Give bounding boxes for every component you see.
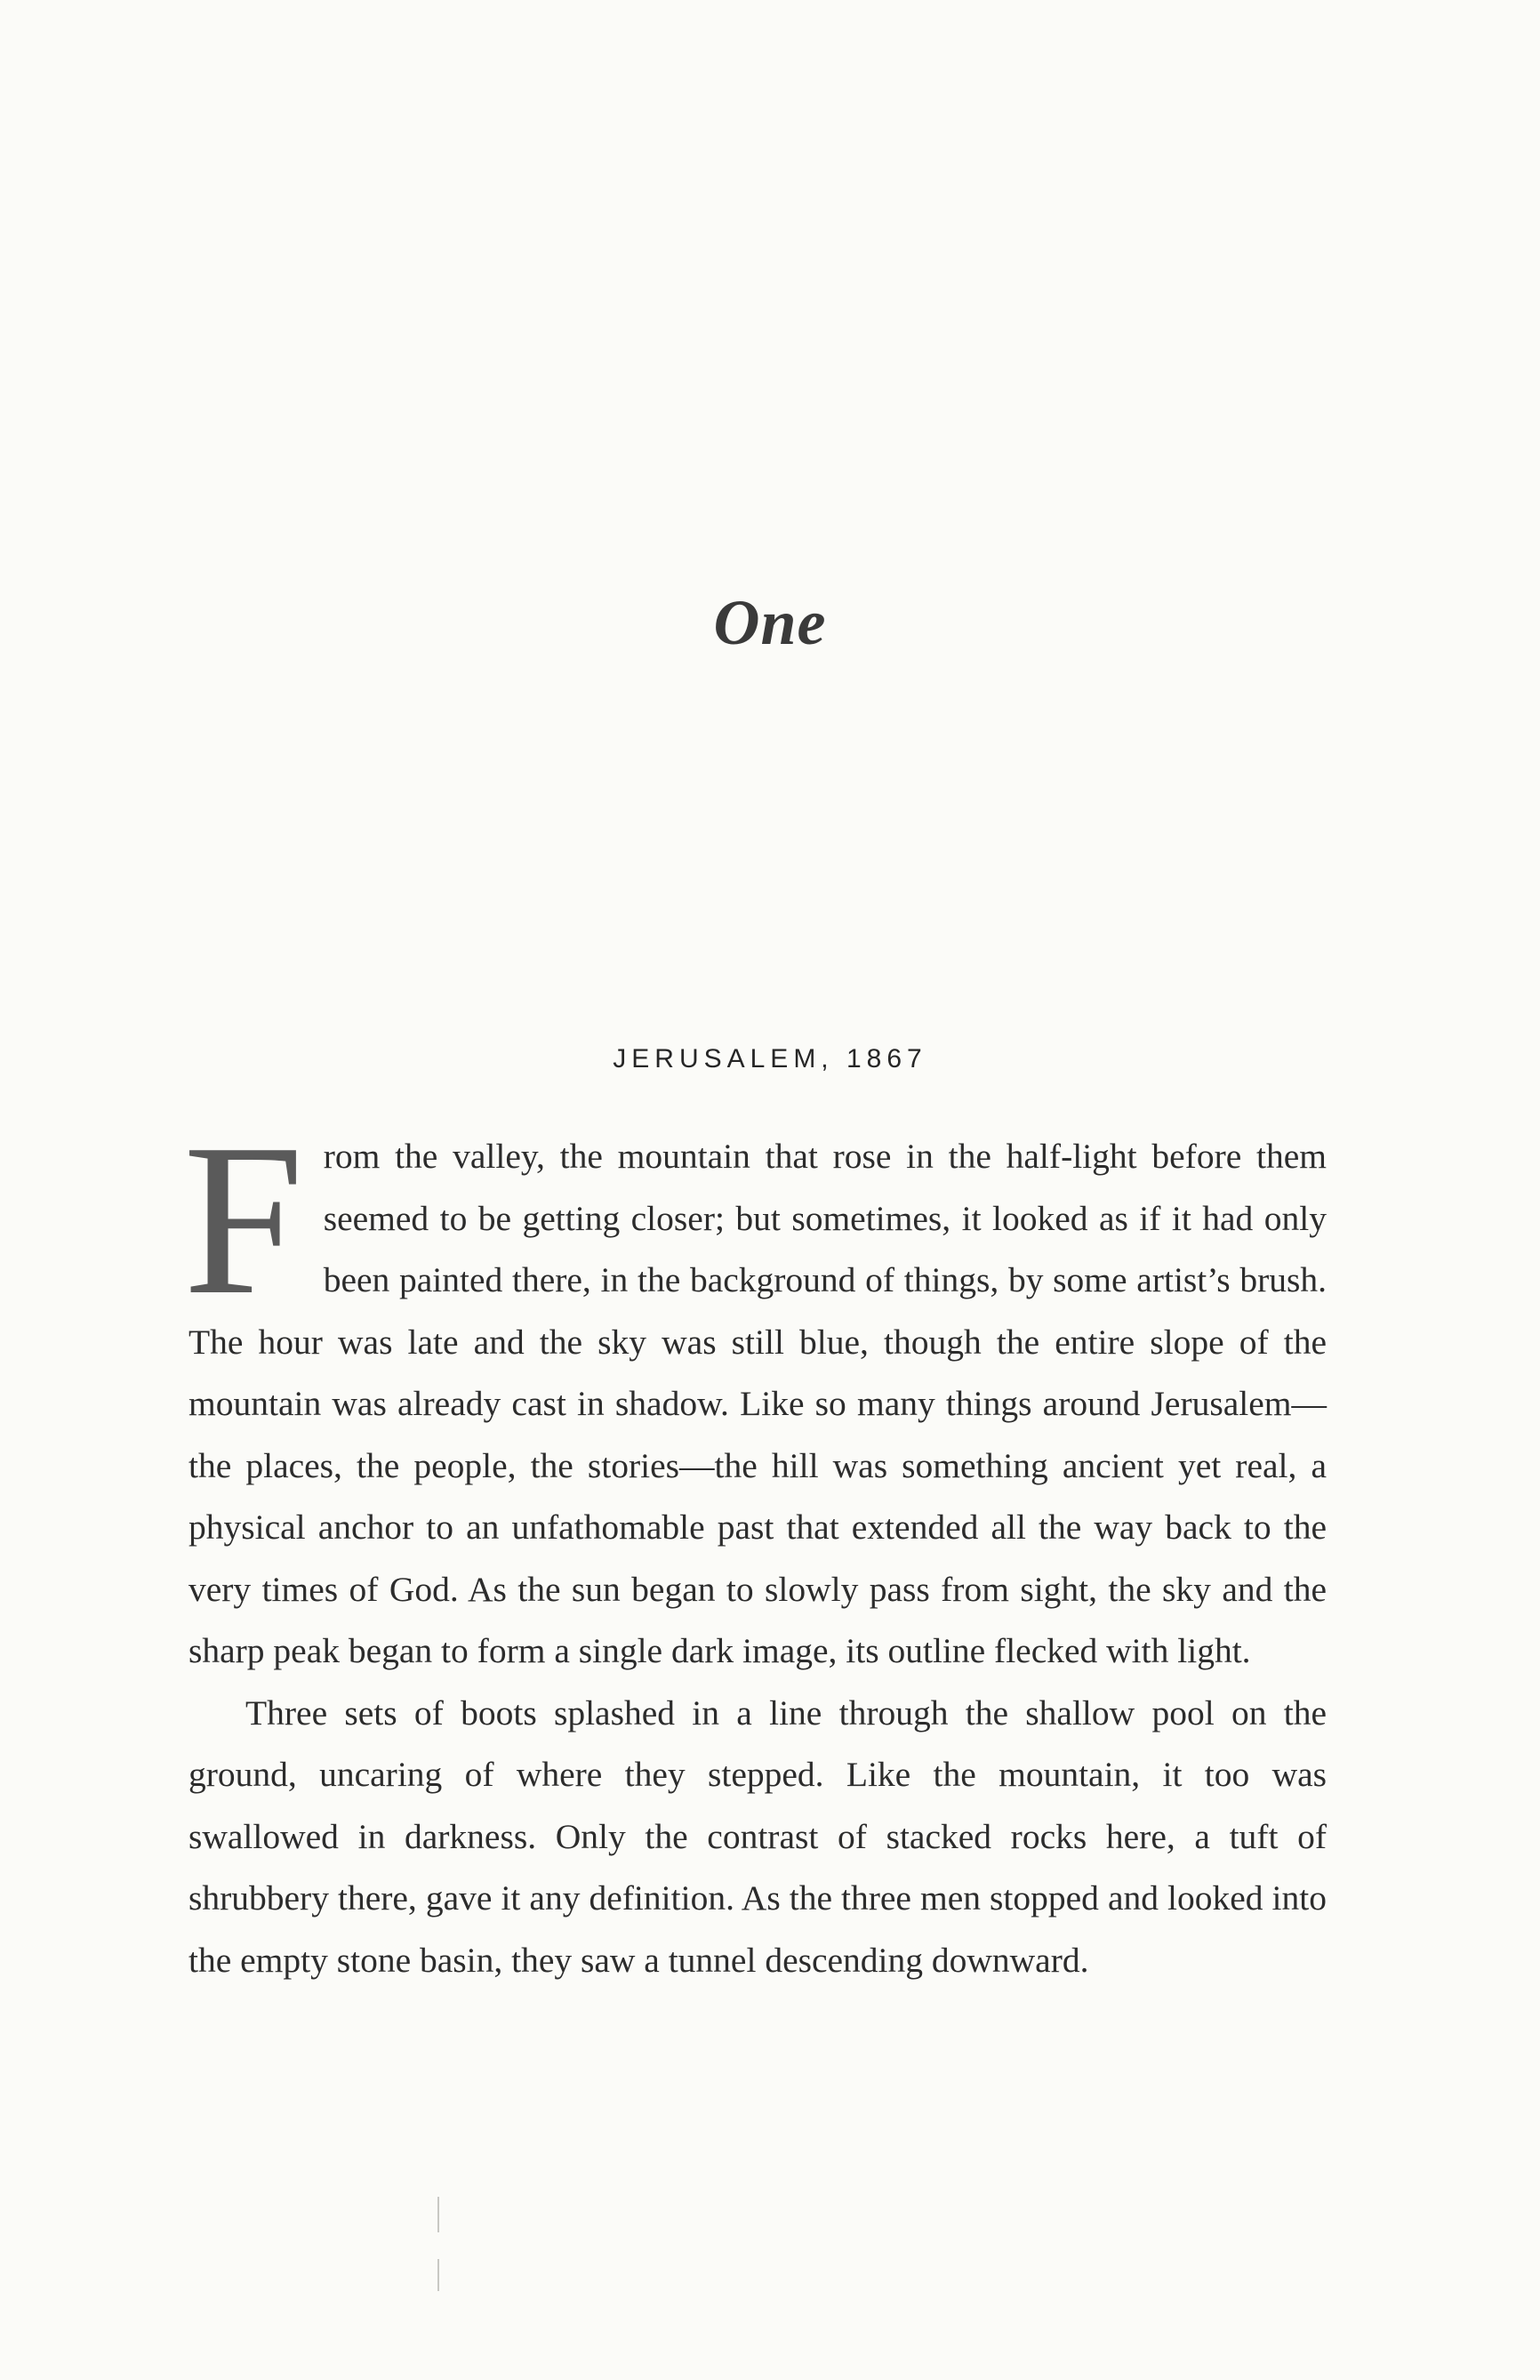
chapter-title: One (713, 587, 827, 659)
scan-artifact-line (437, 2259, 439, 2291)
drop-cap: F (183, 1099, 304, 1339)
section-heading: JERUSALEM, 1867 (613, 1044, 927, 1073)
body-text (183, 1099, 1327, 1991)
scan-artifact-line (437, 2197, 439, 2232)
paragraph-1-text: rom the valley, the mountain that rose in the half-light before them seemed to be getting closer; but sometimes, it looked as if it had only been painted there, in the background of things, by some artist’s brush. The hour was late and the sky was still blue, though the entire slope of the mountain was already cast in shadow. Like so many things around Jerusalem—the places, the people, the stories—the hill was something ancient yet real, a physical anchor to an unfathomable past that extended all the way back to the very times of God. As the sun began to slowly pass from sight, the sky and the sharp peak began to form a single dark image, its outline flecked with light. (188, 1137, 1327, 1670)
paragraph-1 (183, 1099, 1327, 1683)
paragraph-2: Three sets of boots splashed in a line through the shallow pool on the ground, uncaring of where they stepped. Like the mountain, it too was swallowed in darkness. Only the contrast of stacked rocks here, a tuft of shrubbery there, gave it any definition. As the three men stopped and looked into the empty stone basin, they saw a tunnel descending downward. (188, 1693, 1327, 1980)
